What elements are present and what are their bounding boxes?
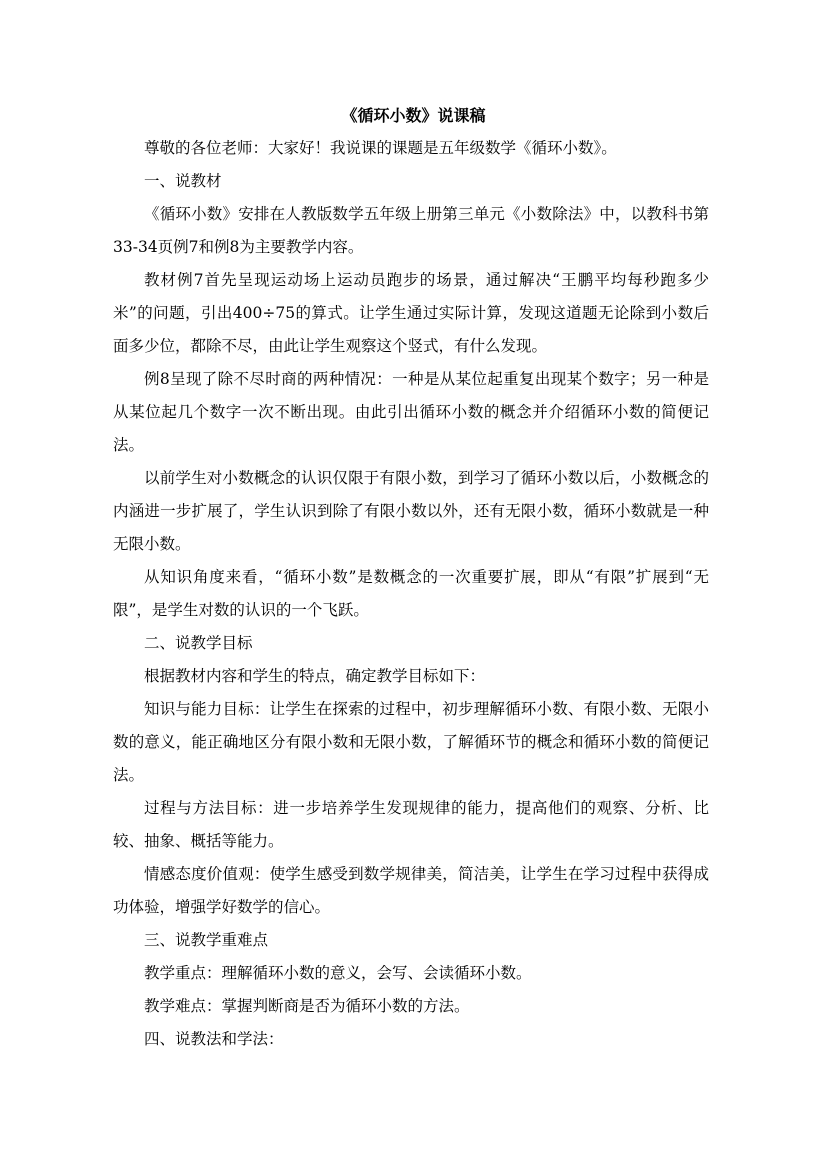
section-heading-methods: 四、说教法和学法： <box>144 1030 284 1048</box>
paragraph: 从知识角度来看，“循环小数”是数概念的一次重要扩展，即从“有限”扩展到“无限”，是学生对数的认识的一个飞跃。 <box>113 568 709 619</box>
paragraph: 《循环小数》安排在人教版数学五年级上册第三单元《小数除法》中，以教科书第33-34页例7和例8为主要教学内容。 <box>113 205 709 256</box>
section-heading-textbook: 一、说教材 <box>144 172 222 190</box>
section-heading-teaching-goals: 二、说教学目标 <box>144 634 253 652</box>
paragraph: 例8呈现了除不尽时商的两种情况：一种是从某位起重复出现某个数字；另一种是从某位起几个数字一次不断出现。由此引出循环小数的概念并介绍循环小数的简便记法。 <box>113 370 709 454</box>
paragraph-greeting: 尊敬的各位老师：大家好！我说课的课题是五年级数学《循环小数》。 <box>144 139 617 157</box>
paragraph-difficult-point: 教学难点：掌握判断商是否为循环小数的方法。 <box>144 997 470 1015</box>
paragraph-key-point: 教学重点：理解循环小数的意义，会写、会读循环小数。 <box>144 964 532 982</box>
paragraph: 根据教材内容和学生的特点，确定教学目标如下： <box>144 667 486 685</box>
document-body <box>113 132 709 1056</box>
document-title: 《循环小数》说课稿 <box>341 106 486 125</box>
section-heading-key-points: 三、说教学重难点 <box>144 931 269 949</box>
paragraph: 以前学生对小数概念的认识仅限于有限小数，到学习了循环小数以后，小数概念的内涵进一步扩展了，学生认识到除了有限小数以外，还有无限小数，循环小数就是一种无限小数。 <box>113 469 709 553</box>
paragraph-emotion-goal: 情感态度价值观：使学生感受到数学规律美，简洁美，让学生在学习过程中获得成功体验，增强学好数学的信心。 <box>113 865 709 916</box>
paragraph-knowledge-goal: 知识与能力目标：让学生在探索的过程中，初步理解循环小数、有限小数、无限小数的意义，能正确地区分有限小数和无限小数，了解循环节的概念和循环小数的简便记法。 <box>113 700 709 784</box>
paragraph: 教材例7首先呈现运动场上运动员跑步的场景，通过解决“王鹏平均每秒跑多少米”的问题，引出400÷75的算式。让学生通过实际计算，发现这道题无论除到小数后面多少位，都除不尽，由此让学生观察这个竖式，有什么发现。 <box>113 271 709 355</box>
paragraph-process-goal: 过程与方法目标：进一步培养学生发现规律的能力，提高他们的观察、分析、比较、抽象、概括等能力。 <box>113 799 709 850</box>
